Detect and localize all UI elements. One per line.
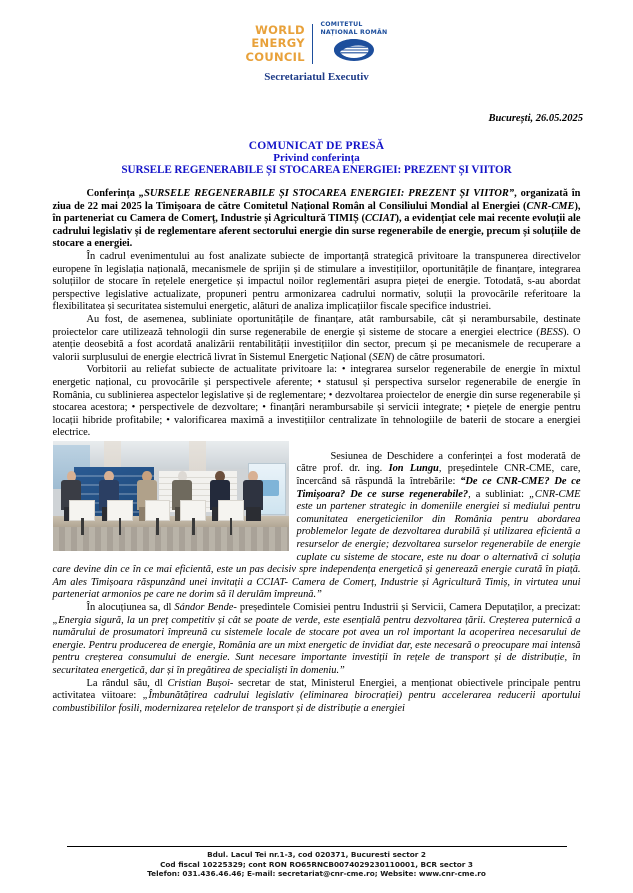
p3-text-a: Au fost, de asemenea, subliniate oportunitățile de finanțare, atât rambursabile, cât și nerambursabile, destinate proiectelor care utilizează tehnologii din surse regenerabile de energie și sisteme de stocare a energiei electrice ( bbox=[52, 313, 581, 338]
p6-text-b: - președintele Comisiei pentru Industrii și Servicii, Camera Deputaților, a precizat: bbox=[233, 602, 581, 613]
p6-speaker-name: Sándor Bende bbox=[174, 602, 234, 613]
footer-fiscal: Cod fiscal 10225329; cont RON RO65RNCB0074029230110001, BCR sector 3 bbox=[160, 859, 473, 869]
photo-stand-4 bbox=[192, 518, 195, 536]
p1-text-d: ), a evidențiat cele mai recente evoluții ale cadrului legislativ și de reglementare aferent sectorului energie din surse regenerabile de energie, precum și soluțiile de stocare a energiei. bbox=[52, 213, 581, 250]
p6-main-quote: „Energia sigură, la un preț competitiv și cât se poate de verde, este esențială pentru dezvoltarea țării. Creșterea puternică a numărului de prosumatori împreună cu sistemele locale de stocare pot avea un rol important la acoperirea necesarului de energie. Pentru producerea de energie, România are un mixt energetic de invidiat dar, este necesară o preocupare mai intensă pentru creșterea consumului de energie. Sunt necesare importante investiții în rețele de transport și de distribuție, în securitatea energetică, dar și în pregătirea de specialiști în domeniu.” bbox=[52, 614, 581, 676]
p1-conference-quote: „SURSELE REGENERABILE ȘI STOCAREA ENERGIEI: PREZENT ȘI VIITOR” bbox=[138, 188, 515, 199]
document-body bbox=[53, 176, 581, 715]
p6-text-a: În alocuțiunea sa, dl bbox=[86, 602, 175, 613]
cnr-lockup bbox=[313, 21, 387, 66]
footer-divider bbox=[67, 846, 567, 847]
cnr-wordmark bbox=[320, 21, 387, 36]
paragraph-1 bbox=[53, 188, 581, 251]
photo-stand-5 bbox=[230, 518, 233, 536]
date-line: București, 26.05.2025 bbox=[488, 113, 583, 124]
p1-text-c: ), în parteneriat cu Camera de Comerț, Industrie și Agricultură TIMIȘ ( bbox=[52, 200, 581, 225]
p3-text-b: ). O atenție deosebită a fost acordată analizării rentabilității investițiilor din sector, precum și pe mecanismele de recuperare a valorii surplusului de energie electrică livrat în Sistemul Energetic Național ( bbox=[52, 326, 581, 363]
footer-contact: Telefon: 031.436.46.46; E-mail: secretariat@cnr-cme.ro; Website: www.cnr-cme.ro bbox=[147, 869, 486, 879]
p3-text-c: ) de către prosumatori. bbox=[390, 351, 485, 363]
p3-abbr-sen: SEN bbox=[372, 351, 391, 363]
photo-floor bbox=[53, 527, 289, 551]
p5-text-c: , a subliniat: bbox=[468, 488, 530, 500]
p7-text-b: - secretar de stat, Ministerul Energiei, a menționat obiectivele principale pentru activitatea viitoare: bbox=[52, 677, 581, 702]
paragraph-2: În cadrul evenimentului au fost analizate subiecte de importanță strategică privitoare la transpunerea directivelor europene în legislația națională, mecanismele de sprijin și de stimulare a investițiilor, oportunitățile de finanțare, integrarea soluțiilor de stocare în rețelele energetice și impactul noilor reglementări asupra pieței de energie. Totodată, s-au abordat perspective legislative actualizate, propuneri pentru armonizarea cadrului normativ, soluții la provocările referitoare la flexibilitatea și securitatea sistemului energetic, alături de analiza implicațiilor fiscale specifice industriei. bbox=[52, 250, 581, 313]
wec-line-2: ENERGY bbox=[251, 36, 305, 51]
p5-question-quote: “De ce CNR-CME? De ce Timișoara? De ce surse regenerabile? bbox=[296, 476, 581, 500]
logo-lockup bbox=[246, 22, 388, 66]
p1-abbr-cciat: CCIAT bbox=[364, 213, 396, 225]
p1-text-a: Conferința bbox=[86, 188, 139, 199]
world-energy-council-wordmark bbox=[246, 24, 312, 65]
title-block bbox=[0, 140, 633, 176]
document-header bbox=[0, 0, 633, 83]
secretariat-subtitle: Secretariatul Executiv bbox=[264, 71, 369, 83]
wec-line-3: COUNCIL bbox=[245, 49, 305, 64]
paragraph-4-bullets: Vorbitorii au reliefat subiecte de actualitate privitoare la: • integrarea surselor regenerabile de energie în mixtul energetic național, cu provocările și perspectivele aferente; • statusul și perspectiva surselor regenerabile de energie în România, cu sublinierea aspectelor legislative și de reglementare; • dezvoltarea proiectelor de energie din surse regenerabile și stocarea acestora; • perspectivele de dezvoltare; • finanțări nerambursabile și servicii integrate; • piețele de energie pentru locații hibride profitabile; • valorificarea maximă a investițiilor centralizate în tehnologiile de baterii de stocare a energiei electrice. bbox=[52, 364, 581, 439]
paragraph-3 bbox=[53, 314, 581, 364]
p5-speaker-name: Ion Lungu bbox=[388, 463, 439, 475]
p7-text-a: La rândul său, dl bbox=[86, 677, 168, 689]
paragraph-6-bende bbox=[53, 602, 581, 678]
wec-line-1: WORLD bbox=[255, 22, 305, 37]
cnr-line-1: COMITETUL bbox=[320, 21, 363, 29]
conference-panel-photo bbox=[53, 441, 289, 551]
title-subtitle: Privind conferința bbox=[273, 152, 360, 164]
photo-panelist-6 bbox=[241, 471, 265, 522]
cnr-line-2: NAȚIONAL ROMÂN bbox=[320, 29, 388, 36]
paragraph-7-busoi bbox=[53, 678, 581, 716]
photo-stand-2 bbox=[119, 518, 122, 536]
p5-main-quote: „CNR-CME este un partener strategic in domeniile energiei si mediului pentru comunitatea energeticienilor din România pentru abordarea problemelor legate de dezvoltarea durabilă și utilizarea eficientă a resurselor de energie; dezvoltarea surselor regenerabile de energie cuplate cu sisteme de stocare, este nu doar o alternativă ci soluția care devine din ce în ce mai eficientă, este un pas decisiv spre independența energetică și generează energie curată în piață. Am ales Timișoara răspunzând unei invitații a CCIAT- Camera de Comerț, Industrie și Agricultură Timiș, in virtutea unui parteneriat armonios pe care ne dorim să îl derulăm împreună.” bbox=[52, 488, 581, 601]
photo-stand-1 bbox=[81, 518, 84, 536]
p1-text-b: , organizată în ziua de 22 mai 2025 la Timișoara de către Comitetul Național Român al Consiliului Mondial al Energiei ( bbox=[52, 188, 581, 212]
document-footer bbox=[0, 846, 633, 879]
photo-stand-3 bbox=[156, 518, 159, 536]
p3-abbr-bess: BESS bbox=[539, 326, 563, 338]
footer-address: Bdul. Lacul Tei nr.1-3, cod 020371, Bucuresti sector 2 bbox=[207, 850, 426, 860]
p1-abbr-cnrcme: CNR-CME bbox=[526, 200, 575, 212]
p7-speaker-name: Cristian Bușoi bbox=[167, 677, 230, 689]
conference-title: SURSELE REGENERABILE ȘI STOCAREA ENERGIEI: PREZENT ȘI VIITOR bbox=[121, 164, 512, 176]
p7-main-quote: „Îmbunătățirea cadrului legislativ (eliminarea birocrației) pentru accelerarea reducerii aportului combustibililor fosili, modernizarea rețelelor de transport și de distribuție a energiei bbox=[52, 690, 581, 714]
cnr-globe-emblem bbox=[333, 38, 375, 67]
p5-text-b: , președintele CNR-CME, care, încercând să răspundă la întrebările: bbox=[296, 463, 581, 488]
p5-text-a: Sesiunea de Deschidere a conferinței a fost moderată de către prof. dr. ing. bbox=[296, 450, 581, 475]
page-title: COMUNICAT DE PRESĂ bbox=[248, 140, 385, 152]
